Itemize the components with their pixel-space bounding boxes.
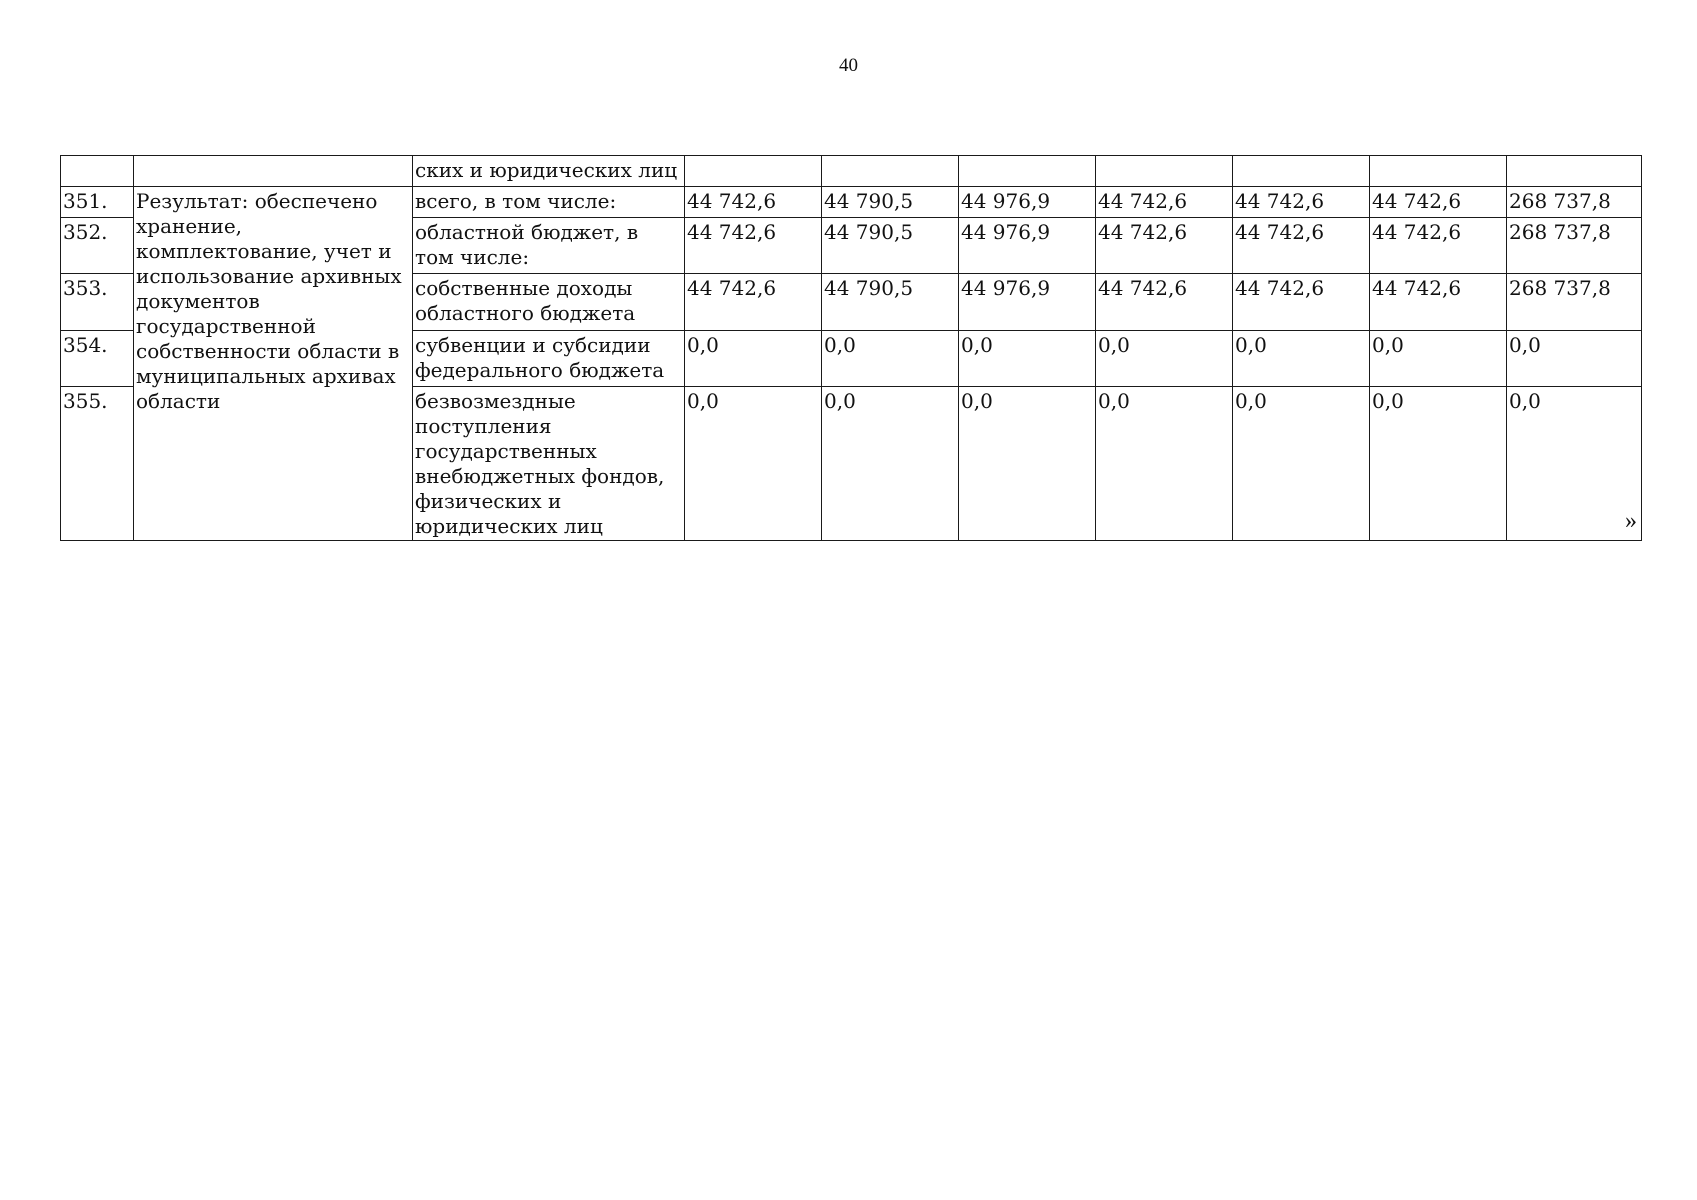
result-cell xyxy=(134,156,413,187)
table-row-continuation xyxy=(61,156,1642,187)
value-cell: 0,0 xyxy=(1096,387,1233,541)
table-row xyxy=(61,187,1642,218)
continuation-quote-mark: » xyxy=(1625,508,1637,534)
row-number-cell: 354. xyxy=(61,331,134,387)
value-cell: 0,0 xyxy=(822,331,959,387)
funding-source-cell: собственные доходы областного бюджета xyxy=(413,274,685,331)
value-cell xyxy=(822,156,959,187)
row-number-cell: 353. xyxy=(61,274,134,331)
funding-source-cell: всего, в том числе: xyxy=(413,187,685,218)
value-cell: 44 976,9 xyxy=(959,218,1096,274)
value-cell: 0,0 xyxy=(959,387,1096,541)
result-description-cell: Результат: обеспечено хранение, комплектование, учет и использование архивных документов государственной собственности области в муниципальных архивах области xyxy=(134,187,413,541)
value-cell: 0,0 xyxy=(959,331,1096,387)
value-cell: 44 742,6 xyxy=(1370,218,1507,274)
value-cell: 0,0 xyxy=(1370,331,1507,387)
row-number-cell: 355. xyxy=(61,387,134,541)
funding-source-cell: субвенции и субсидии федерального бюджета xyxy=(413,331,685,387)
value-cell: 44 742,6 xyxy=(1370,274,1507,331)
value-cell: 44 742,6 xyxy=(1096,274,1233,331)
row-number-cell: 352. xyxy=(61,218,134,274)
value-cell: 0,0 xyxy=(1370,387,1507,541)
row-number-cell: 351. xyxy=(61,187,134,218)
total-value-cell: 268 737,8 xyxy=(1507,274,1642,331)
value-cell: 44 742,6 xyxy=(1370,187,1507,218)
value-cell: 0,0 xyxy=(1233,387,1370,541)
value-cell: 0,0 xyxy=(822,387,959,541)
value-cell: 0,0 xyxy=(685,331,822,387)
value-cell: 44 790,5 xyxy=(822,187,959,218)
value-cell: 44 742,6 xyxy=(1096,187,1233,218)
funding-source-cell: безвозмездные поступления государственных внебюджетных фондов, физических и юридических лиц xyxy=(413,387,685,541)
value-cell: 44 742,6 xyxy=(685,187,822,218)
row-number-cell xyxy=(61,156,134,187)
value-cell: 44 742,6 xyxy=(685,274,822,331)
value-cell xyxy=(1370,156,1507,187)
value-cell: 44 742,6 xyxy=(685,218,822,274)
page-number: 40 xyxy=(839,55,858,76)
value-cell: 44 742,6 xyxy=(1233,187,1370,218)
total-value-cell: 268 737,8 xyxy=(1507,218,1642,274)
total-value-cell: 0,0 xyxy=(1507,387,1642,541)
total-value-cell: 0,0 xyxy=(1507,331,1642,387)
value-cell: 0,0 xyxy=(1233,331,1370,387)
value-cell: 44 742,6 xyxy=(1096,218,1233,274)
value-cell xyxy=(1507,156,1642,187)
value-cell: 44 742,6 xyxy=(1233,274,1370,331)
value-cell: 44 790,5 xyxy=(822,274,959,331)
funding-source-cell: ских и юридических лиц xyxy=(413,156,685,187)
value-cell xyxy=(959,156,1096,187)
value-cell: 44 790,5 xyxy=(822,218,959,274)
value-cell: 0,0 xyxy=(1096,331,1233,387)
value-cell xyxy=(685,156,822,187)
budget-table xyxy=(60,155,1642,541)
value-cell xyxy=(1233,156,1370,187)
value-cell: 44 976,9 xyxy=(959,274,1096,331)
value-cell: 0,0 xyxy=(685,387,822,541)
funding-source-cell: областной бюджет, в том числе: xyxy=(413,218,685,274)
value-cell xyxy=(1096,156,1233,187)
total-value-cell: 268 737,8 xyxy=(1507,187,1642,218)
value-cell: 44 976,9 xyxy=(959,187,1096,218)
value-cell: 44 742,6 xyxy=(1233,218,1370,274)
